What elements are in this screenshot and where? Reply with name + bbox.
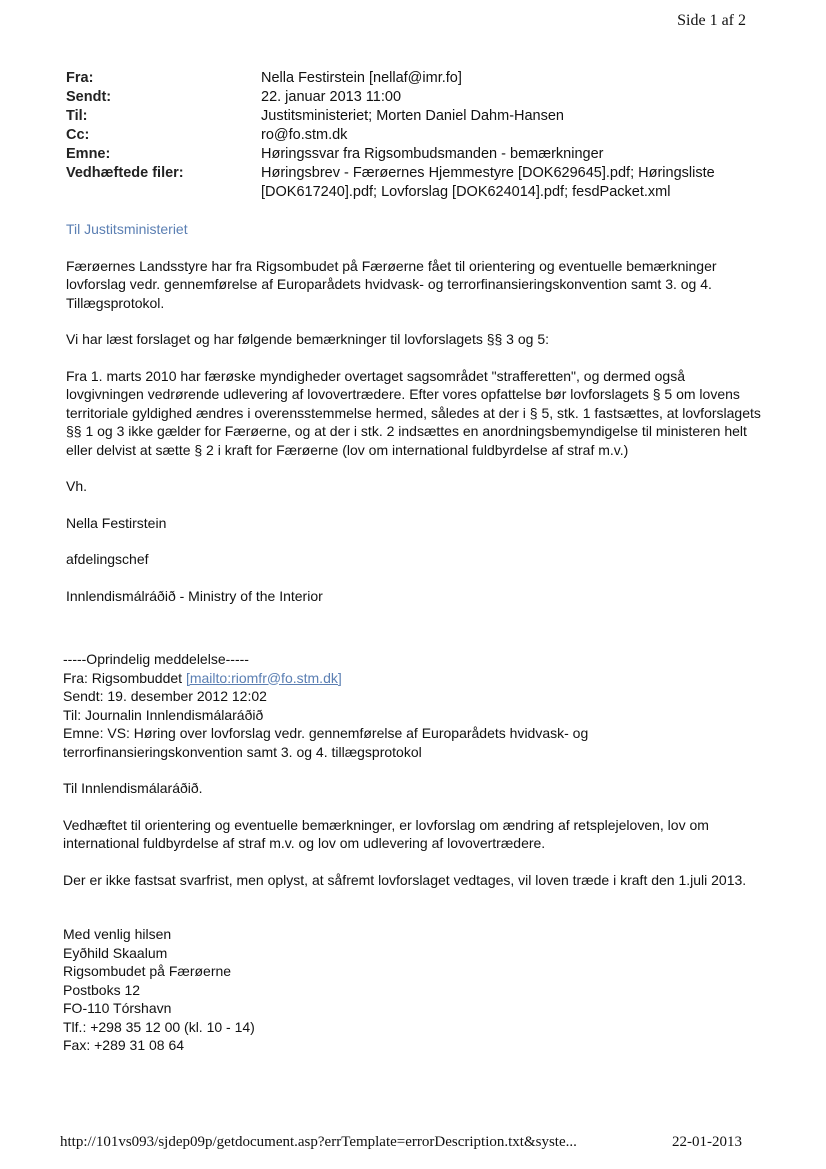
original-pobox: Postboks 12 — [63, 981, 141, 998]
signature-name: Nella Festirstein — [66, 514, 167, 531]
sent-label: Sendt: — [66, 89, 112, 105]
original-signer-org: Rigsombudet på Færøerne — [63, 963, 232, 979]
attachments-line-1: Høringsbrev - Færøernes Hjemmestyre [DOK629645].pdf; Høringsliste — [261, 165, 715, 181]
subject-value: Høringssvar fra Rigsombudsmanden - bemærkninger — [261, 146, 604, 162]
from-label: Fra: — [66, 70, 94, 86]
footer-date: 22-01-2013 — [672, 1134, 742, 1150]
email-header — [66, 69, 766, 202]
subject-label: Emne: — [66, 146, 111, 162]
original-greeting: Med venlig hilsen — [63, 926, 172, 942]
letter-salutation: Til Justitsministeriet — [66, 221, 188, 237]
to-row — [66, 107, 766, 126]
attachments-value — [261, 164, 766, 202]
original-subject-line-2: terrorfinansieringskonvention samt 3. og 4. tillægsprotokol — [63, 743, 422, 760]
letter-body — [66, 220, 766, 623]
original-signer-name: Eyðhild Skaalum — [63, 944, 168, 961]
letter-closing: Vh. — [66, 478, 88, 494]
signature-title: afdelingschef — [66, 551, 149, 567]
sent-row — [66, 88, 766, 107]
original-from-link[interactable]: [mailto:riomfr@fo.stm.dk] — [185, 669, 342, 686]
attachments-label: Vedhæftede filer: — [66, 165, 184, 181]
original-paragraph-1: Vedhæftet til orientering og eventuelle bemærkninger, er lovforslag om ændring af retsplejeloven, lov om international fuldbyrdelse af straf m.v. og lov om udlevering af lovovertrædere. — [63, 816, 709, 851]
cc-value: ro@fo.stm.dk — [261, 127, 348, 143]
cc-label: Cc: — [66, 127, 90, 143]
original-message — [63, 650, 763, 1055]
to-label: Til: — [66, 108, 88, 124]
cc-row — [66, 126, 766, 145]
sent-value: 22. januar 2013 11:00 — [261, 89, 402, 105]
attachments-row — [66, 164, 766, 202]
original-divider: -----Oprindelig meddelelse----- — [63, 651, 249, 667]
original-from-text: Fra: Rigsombuddet — [63, 669, 186, 686]
signature-org: Innlendismálráðið - Ministry of the Interior — [66, 587, 323, 604]
footer-url: http://101vs093/sjdep09p/getdocument.asp?errTemplate=errorDescription.txt&syste... — [60, 1134, 577, 1150]
letter-paragraph-2: Vi har læst forslaget og har følgende bemærkninger til lovforslagets §§ 3 og 5: — [66, 331, 549, 347]
to-value: Justitsministeriet; Morten Daniel Dahm-Hansen — [261, 108, 564, 124]
original-phone: Tlf.: +298 35 12 00 (kl. 10 - 14) — [63, 1018, 255, 1035]
original-salutation: Til Innlendismálaráðið. — [63, 780, 203, 796]
page-number: Side 1 af 2 — [677, 12, 746, 29]
attachments-line-2: [DOK617240].pdf; Lovforslag [DOK624014].pdf; fesdPacket.xml — [261, 184, 671, 200]
original-to: Til: Journalin Innlendismálaráðið — [63, 706, 264, 723]
original-subject-line-1: Emne: VS: Høring over lovforslag vedr. gennemførelse af Europarådets hvidvask- og — [63, 725, 589, 741]
original-city: FO-110 Tórshavn — [63, 1000, 172, 1016]
subject-row — [66, 145, 766, 164]
original-sent: Sendt: 19. desember 2012 12:02 — [63, 688, 267, 704]
original-fax: Fax: +289 31 08 64 — [63, 1037, 185, 1053]
letter-paragraph-3: Fra 1. marts 2010 har færøske myndigheder overtaget sagsområdet "strafferetten", og dermed også lovgivningen vedrørende udlevering af lovovertrædere. Efter vores opfattelse bør lovforslagets § 5 om lovens territoriale gyldighed ændres i overensstemmelse hermed, således at der i § 5, stk. 1 fastsættes, at lovforslagets §§ 1 og 3 ikke gælder for Færøerne, og at der i stk. 2 indsættes en anordningsbemyndigelse til ministeren helt eller delvist at sætte § 2 i kraft for Færøerne (lov om international fuldbyrdelse af straf m.v.) — [66, 367, 761, 458]
from-value: Nella Festirstein [nellaf@imr.fo] — [261, 70, 462, 86]
from-row — [66, 69, 766, 88]
letter-paragraph-1: Færøernes Landsstyre har fra Rigsombudet på Færøerne fået til orientering og eventuelle bemærkninger lovforslag vedr. gennemførelse af Europarådets hvidvask- og terrorfinansieringskonvention samt 3. og 4. Tillægsprotokol. — [66, 257, 717, 311]
original-from — [63, 669, 763, 688]
original-paragraph-2: Der er ikke fastsat svarfrist, men oplyst, at såfremt lovforslaget vedtages, vil loven træde i kraft den 1.juli 2013. — [63, 871, 747, 888]
